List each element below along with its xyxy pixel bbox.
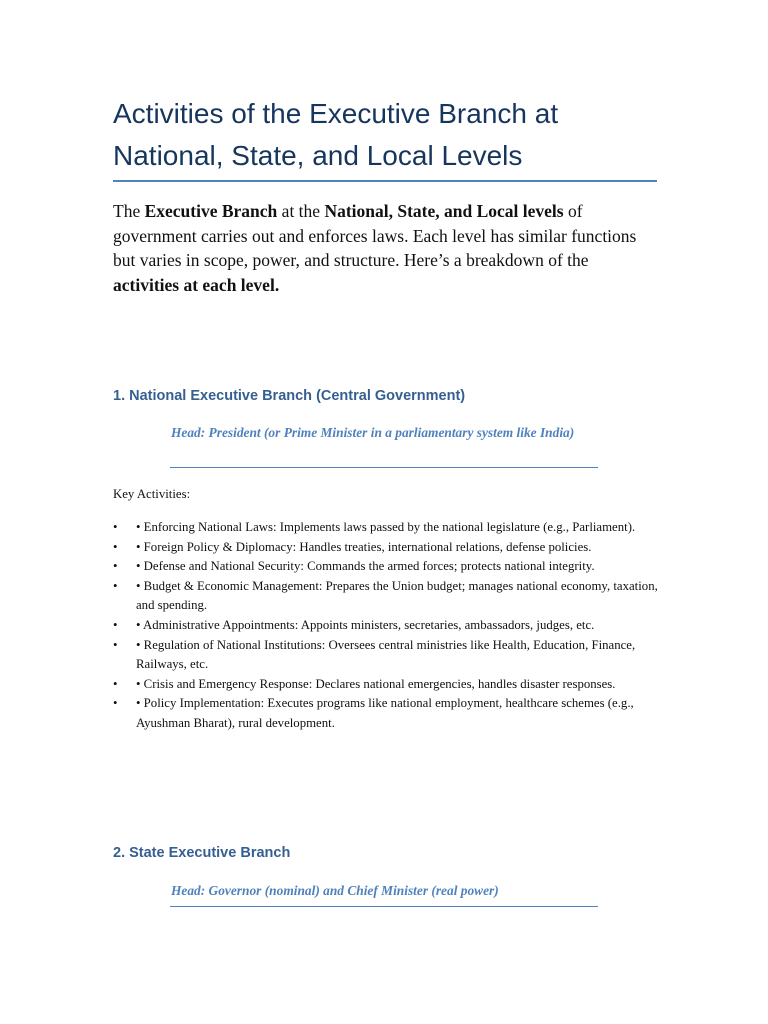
- list-item-text: • Policy Implementation: Executes programs like national employment, healthcare schemes (e.g., Ayushman Bharat), rural development.: [136, 696, 634, 730]
- bullet-marker: •: [113, 539, 118, 554]
- list-item-text: • Foreign Policy & Diplomacy: Handles treaties, international relations, defense policies.: [136, 539, 592, 554]
- list-item: [113, 636, 658, 675]
- intro-text-1: The: [113, 201, 145, 221]
- bullet-marker: •: [113, 520, 118, 534]
- title-underline: [113, 180, 657, 182]
- list-item-text: • Defense and National Security: Commands the armed forces; protects national integrity.: [136, 559, 595, 574]
- national-activities-list: [113, 518, 658, 734]
- intro-bold-levels: National, State, and Local levels: [324, 201, 564, 221]
- bullet-marker: •: [113, 676, 118, 691]
- bullet-marker: •: [113, 578, 118, 593]
- bullet-marker: •: [113, 617, 118, 632]
- bullet-marker: •: [113, 696, 118, 711]
- intro-paragraph: [113, 199, 658, 297]
- list-item: [113, 538, 658, 558]
- section-heading-state: 2. State Executive Branch: [113, 845, 291, 861]
- list-item: [113, 616, 658, 636]
- state-head-quote: Head: Governor (nominal) and Chief Minister (real power): [171, 883, 499, 898]
- list-item: [113, 518, 658, 538]
- list-item-text: • Budget & Economic Management: Prepares the Union budget; manages national economy, taxation, and spending.: [136, 578, 658, 613]
- list-item: [113, 694, 658, 733]
- section-heading-national: 1. National Executive Branch (Central Government): [113, 388, 466, 404]
- list-item: [113, 557, 658, 577]
- list-item-text: • Administrative Appointments: Appoints ministers, secretaries, ambassadors, judges, etc.: [136, 617, 595, 632]
- national-head-quote: Head: President (or Prime Minister in a parliamentary system like India): [171, 425, 575, 440]
- intro-text-3: of government carries out and enforces laws. Each level has similar functions but varies in scope, power, and structure. Here’s a breakdown of the: [113, 201, 637, 271]
- state-quote-rule: [170, 906, 598, 907]
- list-item-text: • Enforcing National Laws: Implements laws passed by the national legislature (e.g., Parliament).: [136, 520, 636, 534]
- list-item-text: • Regulation of National Institutions: Oversees central ministries like Health, Education, Finance, Railways, etc.: [136, 637, 636, 672]
- intro-text-2: at the: [277, 201, 325, 221]
- list-item: [113, 577, 658, 616]
- intro-bold-activities: activities at each level.: [113, 274, 280, 295]
- page-title: Activities of the Executive Branch at National, State, and Local Levels: [113, 98, 559, 171]
- bullet-marker: •: [113, 559, 118, 574]
- key-activities-label: Key Activities:: [113, 487, 191, 501]
- bullet-marker: •: [113, 637, 118, 652]
- intro-bold-executive-branch: Executive Branch: [144, 201, 278, 221]
- national-quote-rule: [170, 467, 598, 468]
- list-item: [113, 675, 658, 695]
- list-item-text: • Crisis and Emergency Response: Declares national emergencies, handles disaster responses.: [136, 676, 616, 691]
